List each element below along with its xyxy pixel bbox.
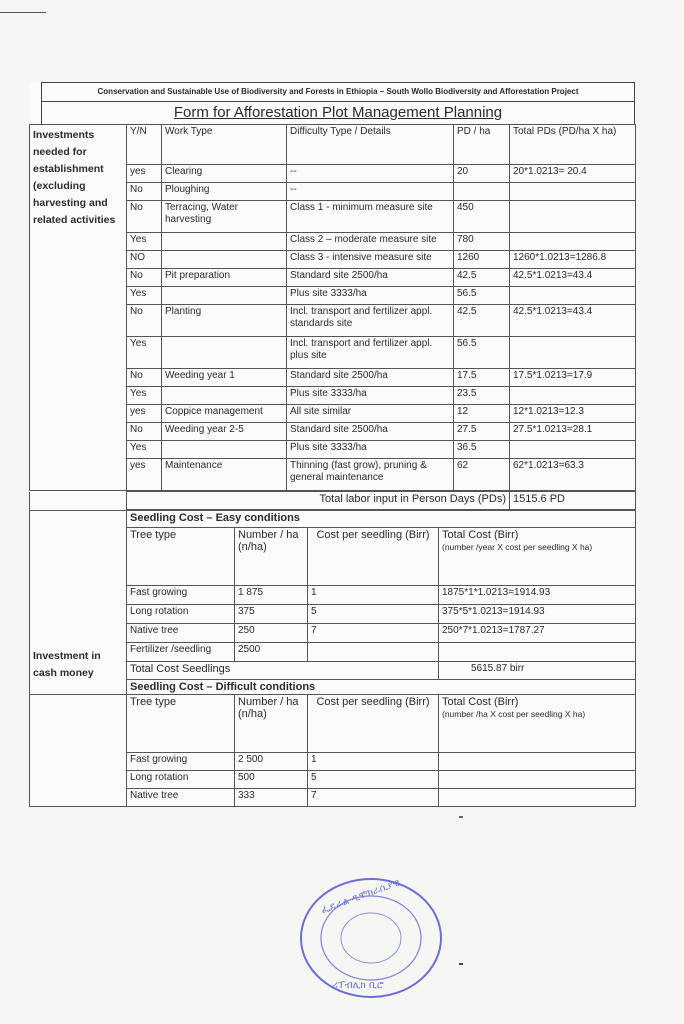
tree-type-cell: Native tree [127, 624, 235, 643]
total-cost-cell [439, 643, 636, 662]
total-cell: 20*1.0213= 20.4 [510, 165, 636, 183]
detail-cell: -- [287, 183, 454, 201]
yn-cell: Yes [127, 387, 162, 405]
number-cell: 500 [235, 771, 308, 789]
total-cell: 42.5*1.0213=43.4 [510, 269, 636, 287]
total-labor-row [29, 491, 636, 510]
pd-cell: 36.5 [454, 441, 510, 459]
total-cell: 1260*1.0213=1286.8 [510, 251, 636, 269]
easy-col-number: Number / ha (n/ha) [235, 528, 308, 586]
yn-cell: yes [127, 405, 162, 423]
total-cell: 17.5*1.0213=17.9 [510, 369, 636, 387]
easy-col-total: Total Cost (Birr) (number /year X cost per seedling X ha) [439, 528, 636, 586]
work-type-cell: Clearing [162, 165, 287, 183]
col-work-type: Work Type [162, 125, 287, 165]
col-yn: Y/N [127, 125, 162, 165]
labor-table [29, 124, 636, 491]
form-document [29, 82, 635, 807]
total-cell [510, 233, 636, 251]
detail-cell: All site similar [287, 405, 454, 423]
yn-cell: yes [127, 165, 162, 183]
total-cell [510, 387, 636, 405]
cost-cell: 7 [308, 624, 439, 643]
work-type-cell [162, 233, 287, 251]
total-cell [510, 201, 636, 233]
total-cost-cell [439, 753, 636, 771]
pd-cell: 780 [454, 233, 510, 251]
cost-cell: 1 [308, 586, 439, 605]
easy-col-tree: Tree type [127, 528, 235, 586]
svg-text:ፌዴራል ዲሞክራሲያዊ: ፌዴራል ዲሞክራሲያዊ [319, 877, 402, 916]
cost-cell: 5 [308, 771, 439, 789]
detail-cell: Standard site 2500/ha [287, 423, 454, 441]
total-cell [510, 337, 636, 369]
total-cell: 27.5*1.0213=28.1 [510, 423, 636, 441]
easy-col-cost: Cost per seedling (Birr) [308, 528, 439, 586]
tree-type-cell: Long rotation [127, 605, 235, 624]
total-cost-cell [439, 771, 636, 789]
pd-cell [454, 183, 510, 201]
work-type-cell [162, 441, 287, 459]
yn-cell: yes [127, 459, 162, 491]
tree-type-cell: Native tree [127, 789, 235, 807]
work-type-cell: Coppice management [162, 405, 287, 423]
work-type-cell [162, 387, 287, 405]
detail-cell: Thinning (fast grow), pruning & general maintenance [287, 459, 454, 491]
detail-cell: Standard site 2500/ha [287, 269, 454, 287]
detail-cell: -- [287, 165, 454, 183]
detail-cell: Incl. transport and fertilizer appl. standards site [287, 305, 454, 337]
detail-cell: Class 2 – moderate measure site [287, 233, 454, 251]
difficult-col-total: Total Cost (Birr) (number /ha X cost per seedling X ha) [439, 695, 636, 753]
detail-cell: Plus site 3333/ha [287, 441, 454, 459]
difficult-header-row [30, 695, 636, 753]
pd-cell: 27.5 [454, 423, 510, 441]
cash-table [29, 510, 636, 807]
work-type-cell: Maintenance [162, 459, 287, 491]
cash-investment-label: Investment in cash money [30, 511, 127, 695]
work-type-cell [162, 287, 287, 305]
tree-type-cell: Fast growing [127, 586, 235, 605]
svg-text:ሪፐብሊክ ቢሮ: ሪፐብሊክ ቢሮ [332, 980, 384, 991]
col-pd-ha: PD / ha [454, 125, 510, 165]
cost-cell: 7 [308, 789, 439, 807]
work-type-cell [162, 251, 287, 269]
margin-line [0, 12, 46, 13]
work-type-cell: Ploughing [162, 183, 287, 201]
pd-cell: 20 [454, 165, 510, 183]
easy-total-value: 5615.87 birr [439, 662, 636, 680]
pd-cell: 17.5 [454, 369, 510, 387]
yn-cell: No [127, 269, 162, 287]
col-difficulty: Difficulty Type / Details [287, 125, 454, 165]
form-title: Form for Afforestation Plot Management Planning [41, 101, 635, 124]
number-cell: 375 [235, 605, 308, 624]
yn-cell: No [127, 369, 162, 387]
official-seal-icon [298, 876, 444, 1000]
yn-cell: No [127, 201, 162, 233]
cost-cell [308, 643, 439, 662]
detail-cell: Incl. transport and fertilizer appl. plus site [287, 337, 454, 369]
total-cost-cell: 250*7*1.0213=1787.27 [439, 624, 636, 643]
pd-cell: 42.5 [454, 269, 510, 287]
number-cell: 250 [235, 624, 308, 643]
work-type-cell: Weeding year 2-5 [162, 423, 287, 441]
easy-conditions-title: Seedling Cost – Easy conditions [127, 511, 636, 528]
blank-cell [30, 695, 127, 807]
easy-total-label: Total Cost Seedlings [127, 662, 439, 680]
total-cell [510, 287, 636, 305]
total-cell: 12*1.0213=12.3 [510, 405, 636, 423]
yn-cell: Yes [127, 287, 162, 305]
pd-cell: 56.5 [454, 337, 510, 369]
detail-cell: Class 3 - intensive measure site [287, 251, 454, 269]
total-cost-cell [439, 789, 636, 807]
total-labor-value: 1515.6 PD [510, 492, 636, 510]
number-cell: 1 875 [235, 586, 308, 605]
yn-cell: Yes [127, 441, 162, 459]
pd-cell: 12 [454, 405, 510, 423]
pd-cell: 23.5 [454, 387, 510, 405]
total-cell [510, 441, 636, 459]
total-labor-label: Total labor input in Person Days (PDs) [127, 492, 510, 510]
pd-cell: 42.5 [454, 305, 510, 337]
number-cell: 333 [235, 789, 308, 807]
yn-cell: Yes [127, 233, 162, 251]
total-cell [510, 183, 636, 201]
detail-cell: Standard site 2500/ha [287, 369, 454, 387]
difficult-col-tree: Tree type [127, 695, 235, 753]
pd-cell: 56.5 [454, 287, 510, 305]
tree-type-cell: Long rotation [127, 771, 235, 789]
ink-mark [459, 963, 463, 965]
pd-cell: 1260 [454, 251, 510, 269]
pd-cell: 62 [454, 459, 510, 491]
work-type-cell: Terracing, Water harvesting [162, 201, 287, 233]
detail-cell: Plus site 3333/ha [287, 387, 454, 405]
total-cell: 62*1.0213=63.3 [510, 459, 636, 491]
ink-mark [459, 816, 463, 818]
work-type-cell [162, 337, 287, 369]
cost-cell: 5 [308, 605, 439, 624]
yn-cell: No [127, 305, 162, 337]
work-type-cell: Weeding year 1 [162, 369, 287, 387]
yn-cell: Yes [127, 337, 162, 369]
cost-cell: 1 [308, 753, 439, 771]
total-cell: 42.5*1.0213=43.4 [510, 305, 636, 337]
yn-cell: No [127, 183, 162, 201]
pd-cell: 450 [454, 201, 510, 233]
difficult-conditions-title: Seedling Cost – Difficult conditions [127, 680, 636, 695]
work-type-cell: Planting [162, 305, 287, 337]
col-total-pds: Total PDs (PD/ha X ha) [510, 125, 636, 165]
tree-type-cell: Fast growing [127, 753, 235, 771]
total-cost-cell: 1875*1*1.0213=1914.93 [439, 586, 636, 605]
yn-cell: No [127, 423, 162, 441]
tree-type-cell: Fertilizer /seedling [127, 643, 235, 662]
investments-label: Investments needed for establishment (excluding harvesting and related activities [30, 125, 127, 491]
detail-cell: Plus site 3333/ha [287, 287, 454, 305]
number-cell: 2500 [235, 643, 308, 662]
detail-cell: Class 1 - minimum measure site [287, 201, 454, 233]
difficult-col-number: Number / ha (n/ha) [235, 695, 308, 753]
total-cost-cell: 375*5*1.0213=1914.93 [439, 605, 636, 624]
yn-cell: NO [127, 251, 162, 269]
difficult-col-cost: Cost per seedling (Birr) [308, 695, 439, 753]
project-title: Conservation and Sustainable Use of Biodiversity and Forests in Ethiopia – South Wollo Biodiversity and Afforestation Project [41, 82, 635, 101]
number-cell: 2 500 [235, 753, 308, 771]
work-type-cell: Pit preparation [162, 269, 287, 287]
blank-cell [30, 492, 127, 510]
